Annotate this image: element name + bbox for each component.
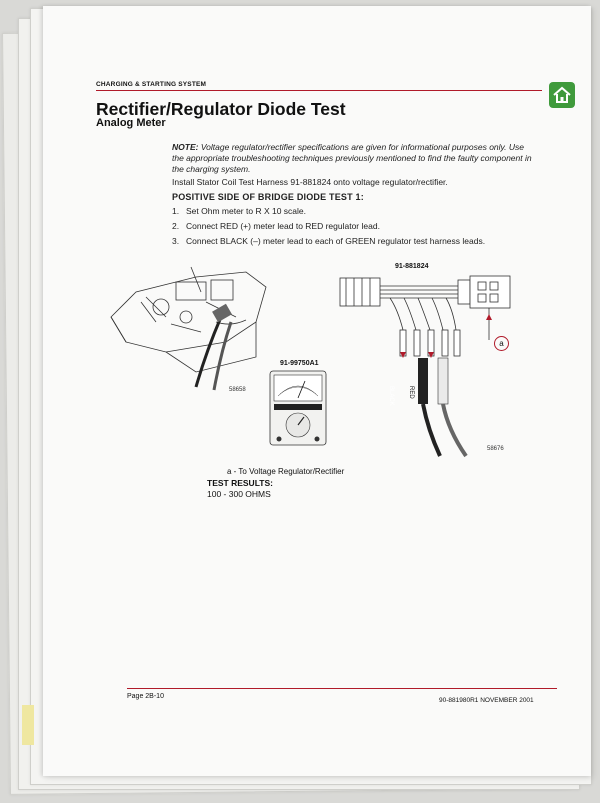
results-value: 100 - 300 OHMS [207, 489, 271, 499]
note-text: Voltage regulator/rectifier specifications are given for informational purposes only. Use the appropriate troubleshooting techniques previously mentioned to find the faulty component in the charging system. [172, 142, 532, 174]
results-heading: TEST RESULTS: [207, 478, 273, 488]
header-rule [96, 90, 542, 91]
manual-page [43, 6, 591, 776]
engine-illustration [106, 262, 286, 392]
black-lead-label: BLACK [388, 386, 394, 406]
page-title: Rectifier/Regulator Diode Test [96, 99, 346, 119]
analog-meter-illustration [269, 370, 327, 446]
page-tab [22, 705, 34, 745]
page-number: Page 2B-10 [127, 693, 164, 700]
page-subtitle: Analog Meter [96, 117, 166, 129]
figure-legend: a - To Voltage Regulator/Rectifier [227, 467, 345, 476]
note-label: NOTE: [172, 142, 199, 152]
note-paragraph [172, 142, 532, 175]
figure-number: 58658 [229, 387, 246, 393]
home-button[interactable] [549, 82, 575, 108]
red-lead-label: RED [408, 386, 414, 399]
install-instruction: Install Stator Coil Test Harness 91-881824 onto voltage regulator/rectifier. [172, 177, 448, 187]
callout-a: a [494, 336, 509, 351]
section-header: CHARGING & STARTING SYSTEM [96, 81, 207, 88]
step-heading: POSITIVE SIDE OF BRIDGE DIODE TEST 1: [172, 192, 364, 202]
document-number: 90-881980R1 NOVEMBER 2001 [439, 697, 534, 704]
list-item: 1. Set Ohm meter to R X 10 scale. [172, 206, 306, 216]
figure-number: 58676 [487, 446, 504, 452]
footer-rule [127, 688, 557, 689]
step-list [172, 206, 485, 251]
test-harness-illustration [328, 270, 538, 460]
list-item: 3. Connect BLACK (–) meter lead to each of GREEN regulator test harness leads. [172, 236, 486, 246]
list-item: 2. Connect RED (+) meter lead to RED regulator lead. [172, 221, 380, 231]
home-icon [552, 85, 572, 105]
meter-part-number: 91-99750A1 [280, 360, 319, 367]
harness-part-number: 91-881824 [395, 263, 429, 270]
